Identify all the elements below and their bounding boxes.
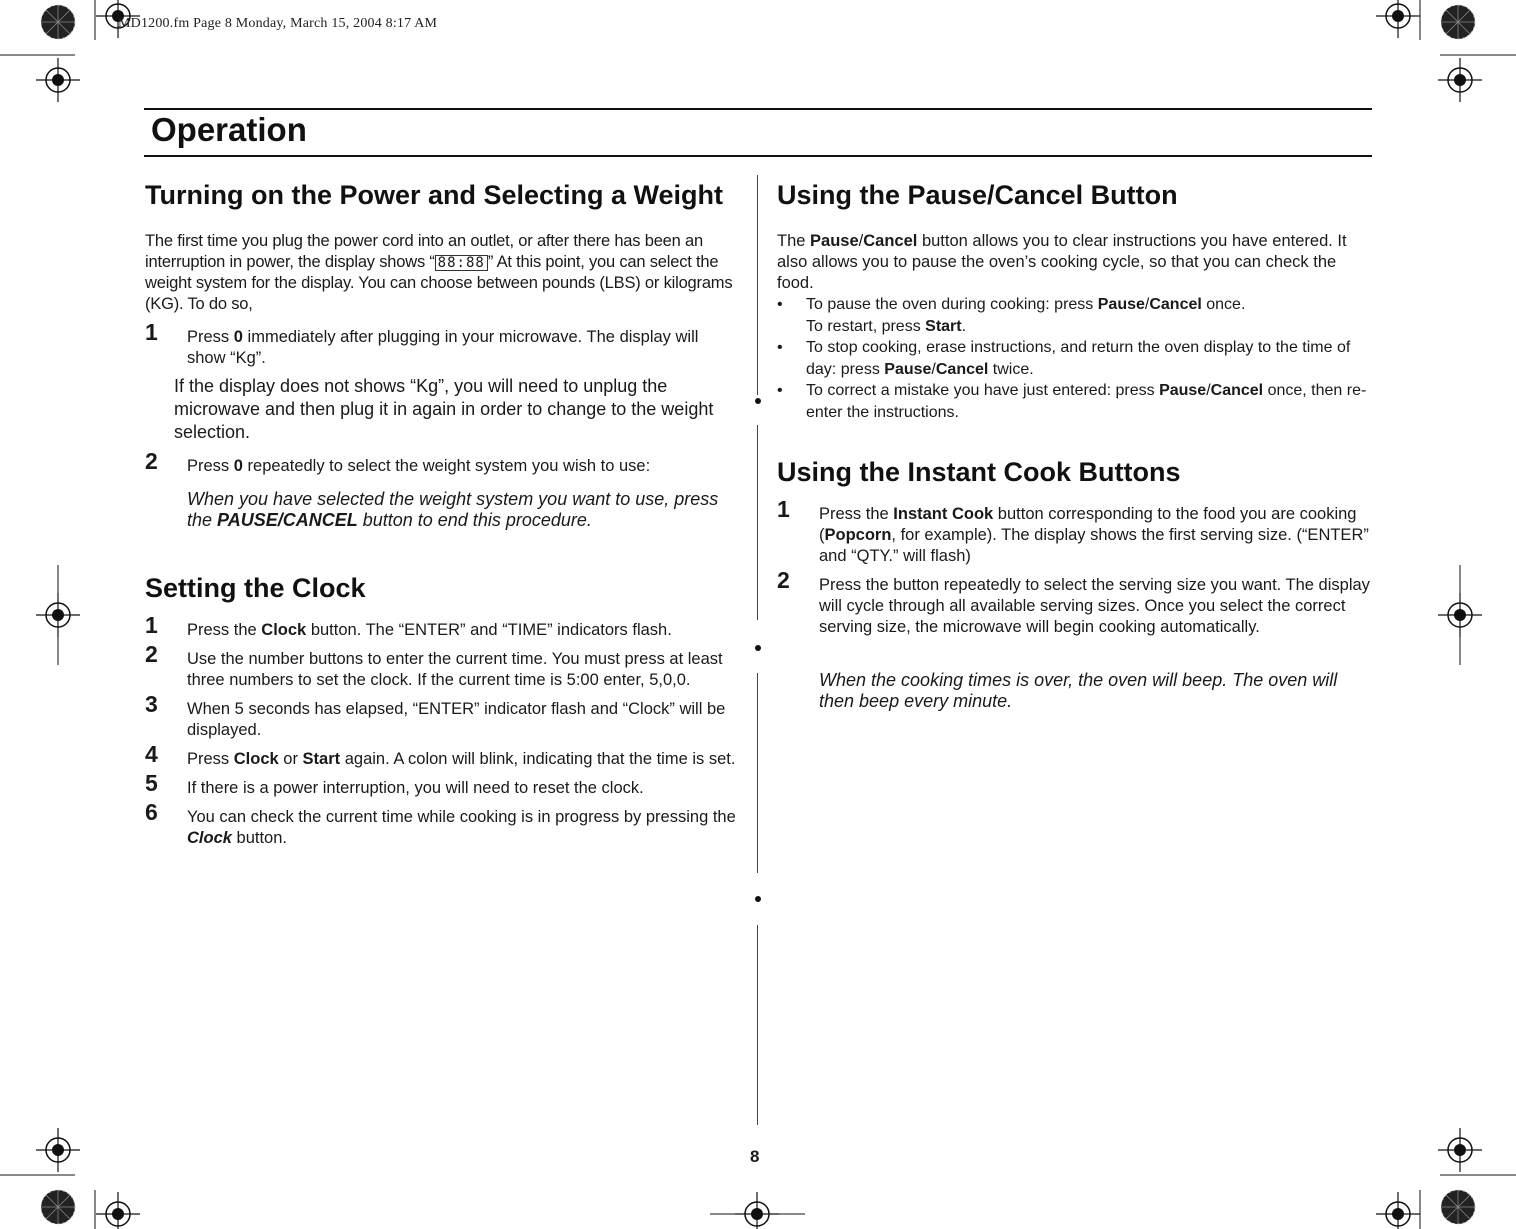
file-header: MD1200.fm Page 8 Monday, March 15, 2004 8:17 AM <box>118 16 438 31</box>
left-column <box>145 180 740 849</box>
separator-dot <box>755 896 761 902</box>
power-step-1: 1 Press 0 immediately after plugging in your microwave. The display will show “Kg”. <box>145 319 699 367</box>
section-title: Operation <box>151 111 307 148</box>
clock-step-4: 4 Press Clock or Start again. A colon will blink, indicating that the time is set. <box>145 741 736 768</box>
instant-note: When the cooking times is over, the oven will beep. The oven will then beep every minute. <box>819 670 1338 711</box>
clock-step-2: 2 Use the number buttons to enter the current time. You must press at least three numbers to set the clock. If the current time is 5:00 enter, 5,0,0. <box>145 641 723 689</box>
instant-step-1: 1 Press the Instant Cook button corresponding to the food you are cooking (Popcorn, for example). The display shows the first serving size. (“ENTER” and “QTY.” will flash) <box>777 496 1369 565</box>
power-note-1: If the display does not shows “Kg”, you will need to unplug the microwave and then plug it in again in order to change to the weight selection. <box>174 376 714 442</box>
clock-heading: Setting the Clock <box>145 573 366 603</box>
display-glyph: 88:88 <box>435 255 488 271</box>
header-rule-top <box>144 108 1372 110</box>
pause-bullet-3: • To correct a mistake you have just entered: press Pause/Cancel once, then re-enter the instructions. <box>777 382 1367 421</box>
clock-step-3: 3 When 5 seconds has elapsed, “ENTER” indicator flash and “Clock” will be displayed. <box>145 691 726 739</box>
right-column <box>777 180 1372 712</box>
star-target-bottom-left <box>41 1190 75 1224</box>
separator-dot <box>755 398 761 404</box>
header-rule-bottom <box>144 155 1372 157</box>
power-heading: Turning on the Power and Selecting a Weight <box>145 180 724 210</box>
column-separator <box>757 673 758 873</box>
pause-heading: Using the Pause/Cancel Button <box>777 180 1178 210</box>
star-target-top-left <box>41 5 75 39</box>
column-separator <box>757 925 758 1125</box>
instant-step-2: 2 Press the button repeatedly to select the serving size you want. The display will cycle through all available serving sizes. Once you select the correct serving size, the microwave will begin cooking automatically. <box>777 567 1370 636</box>
power-note-2: When you have selected the weight system you want to use, press the PAUSE/CANCEL button to end this procedure. <box>187 489 719 530</box>
pause-bullet-2: • To stop cooking, erase instructions, and return the oven display to the time of day: press Pause/Cancel twice. <box>777 339 1351 378</box>
power-intro: The first time you plug the power cord into an outlet, or after there has been an interruption in power, the display shows “ 88:88 ” At this point, you can select the weight system for the display. You can choose between pounds (LBS) or kilograms (KG). To do so, <box>145 232 733 313</box>
clock-step-1: 1 Press the Clock button. The “ENTER” and “TIME” indicators flash. <box>145 612 672 639</box>
column-separator <box>757 175 758 395</box>
pause-bullet-1: • To pause the oven during cooking: press Pause/Cancel once. To restart, press Start. <box>777 296 1246 335</box>
clock-step-6: 6 You can check the current time while cooking is in progress by pressing the Clock button. <box>145 799 736 847</box>
power-step-2: 2 Press 0 repeatedly to select the weight system you wish to use: <box>145 448 651 475</box>
instant-heading: Using the Instant Cook Buttons <box>777 457 1181 487</box>
star-target-bottom-right <box>1441 1190 1475 1224</box>
separator-dot <box>755 645 761 651</box>
page-number: 8 <box>750 1147 760 1166</box>
clock-step-5: 5 If there is a power interruption, you will need to reset the clock. <box>145 770 644 797</box>
pause-intro: The Pause/Cancel button allows you to clear instructions you have entered. It also allows you to pause the oven’s cooking cycle, so that you can check the food. <box>777 232 1347 292</box>
column-separator <box>757 425 758 620</box>
star-target-top-right <box>1441 5 1475 39</box>
